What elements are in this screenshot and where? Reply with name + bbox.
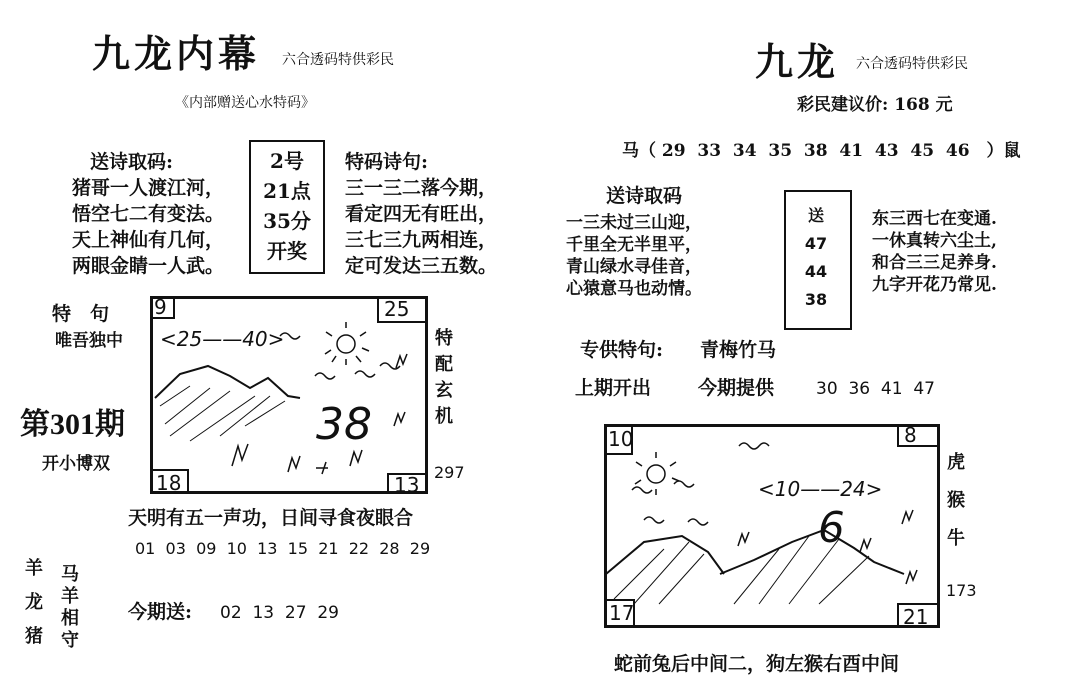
- left-picture-drawing: [150, 296, 428, 494]
- draw-time: [249, 146, 325, 266]
- tema-poem: [345, 178, 497, 282]
- special-label: 特 句: [52, 303, 110, 325]
- zodiac-char: 猪: [25, 626, 43, 647]
- tema-label: 特码诗句:: [345, 151, 429, 173]
- zodiac-char: 羊: [25, 558, 43, 579]
- tema-line: 定可发达三五数。: [345, 255, 498, 277]
- right-special-text: 青梅竹马: [700, 339, 777, 361]
- left-range: <25——40>: [160, 327, 285, 351]
- zodiac-char: 猴: [947, 490, 965, 511]
- vertical-char: 特: [435, 328, 453, 349]
- left-verse: 天明有五一声功，日间寻食夜眼合: [128, 507, 414, 529]
- send-number: 44: [804, 262, 828, 281]
- left-big-number: 38: [316, 399, 372, 450]
- right-today-numbers: 30 36 41 47: [816, 379, 935, 399]
- right-poem-line: 千里全无半里平，: [566, 235, 702, 255]
- zodiac-col-2: [58, 564, 82, 652]
- left-poem-line: 猪哥一人渡江河，: [72, 177, 225, 199]
- right-side-vertical: [944, 444, 968, 558]
- today-label: 今期送:: [128, 601, 193, 623]
- draw-minute: 35分: [263, 209, 311, 233]
- tema-line: 看定四无有旺出，: [345, 203, 498, 225]
- send-number: 47: [804, 234, 828, 253]
- mountain-hatching: [160, 386, 285, 441]
- right-special-label: 专供特句:: [580, 339, 664, 361]
- right-poem-line: 青山绿水寻佳音，: [566, 257, 702, 277]
- send-char: 送: [807, 206, 824, 225]
- left-poem: [72, 178, 224, 282]
- right-big-number: 6: [818, 503, 845, 552]
- right-side-number: 173: [946, 581, 977, 600]
- wave-marks: [632, 443, 769, 525]
- right-corner-br: 21: [903, 605, 929, 629]
- right-title: 九龙: [755, 39, 840, 84]
- right-subtitle: 六合透码特供彩民: [856, 56, 968, 72]
- vertical-char: 配: [435, 354, 453, 375]
- right-corner-bl: 17: [609, 601, 635, 625]
- left-side-number: 297: [434, 463, 465, 482]
- price: 彩民建议价: 168 元: [797, 95, 953, 115]
- tema-line: 三一三二落今期，: [345, 177, 498, 199]
- left-poem-line: 两眼金睛一人武。: [72, 255, 225, 277]
- right-poem: [566, 212, 702, 300]
- right-verse-line: 一休真转六尘土,: [872, 231, 997, 251]
- send-column: [784, 202, 848, 314]
- special-text: 唯吾独中: [55, 331, 123, 351]
- right-poem-line: 一三未过三山迎，: [566, 213, 702, 233]
- today-numbers: 02 13 27 29: [220, 603, 339, 623]
- left-corner-br: 13: [394, 473, 420, 497]
- zodiac-char: 牛: [947, 528, 965, 549]
- left-side-vertical: [430, 326, 458, 430]
- right-corner-tl: 10: [608, 427, 634, 451]
- draw-date: 2号: [270, 149, 304, 173]
- zodiac-char: 相: [61, 608, 79, 629]
- left-subtitle: 六合透码特供彩民: [282, 52, 394, 68]
- draw-hour: 21点: [263, 179, 311, 203]
- last-issue-label: 上期开出: [575, 377, 652, 399]
- issue-number: 第301期: [20, 408, 125, 441]
- right-picture-drawing: [604, 424, 940, 628]
- left-corner-bl: 18: [156, 471, 182, 495]
- zodiac-col-1: [22, 552, 46, 654]
- small-double: 开小博双: [42, 454, 110, 474]
- left-corner-tr: 25: [384, 297, 410, 321]
- left-internal-note: 《内部赠送心水特码》: [175, 95, 315, 111]
- right-verse-block: [872, 208, 997, 296]
- zodiac-char: 羊: [61, 586, 79, 607]
- right-verse-line: 和合三三足养身.: [872, 253, 997, 273]
- zodiac-char: 虎: [947, 452, 965, 473]
- left-title: 九龙内幕: [92, 31, 261, 76]
- right-verse-line: 九字开花乃常见.: [872, 275, 997, 295]
- send-number: 38: [804, 290, 828, 309]
- right-range: <10——24>: [758, 477, 883, 501]
- left-poem-line: 天上神仙有几何，: [72, 229, 225, 251]
- right-bottom-verse: 蛇前兔后中间二，狗左猴右酉中间: [614, 653, 900, 675]
- vertical-char: 玄: [435, 380, 453, 401]
- draw-label: 开奖: [267, 239, 307, 263]
- zodiac-char: 马: [61, 564, 79, 585]
- right-corner-tr: 8: [904, 423, 917, 447]
- sun-icon: [325, 322, 369, 365]
- left-poem-label: 送诗取码:: [90, 151, 174, 173]
- right-verse-line: 东三西七在变通.: [872, 209, 997, 229]
- left-number-list: 01 03 09 10 13 15 21 22 28 29: [135, 539, 431, 558]
- tema-line: 三七三九两相连，: [345, 229, 498, 251]
- zodiac-char: 龙: [25, 592, 43, 613]
- left-poem-line: 悟空七二有变法。: [72, 203, 225, 225]
- right-today-label: 今期提供: [698, 377, 775, 399]
- mountain-outline: [606, 530, 904, 574]
- zodiac-char: 守: [61, 630, 79, 651]
- wave-marks: [280, 333, 400, 379]
- right-poem-label: 送诗取码: [606, 185, 683, 207]
- horse-line: 马（ 29 33 34 35 38 41 43 45 46 ）鼠: [622, 141, 1021, 161]
- right-poem-line: 心猿意马也动情。: [566, 279, 702, 299]
- left-corner-tl: 9: [154, 295, 167, 319]
- vertical-char: 机: [435, 406, 453, 427]
